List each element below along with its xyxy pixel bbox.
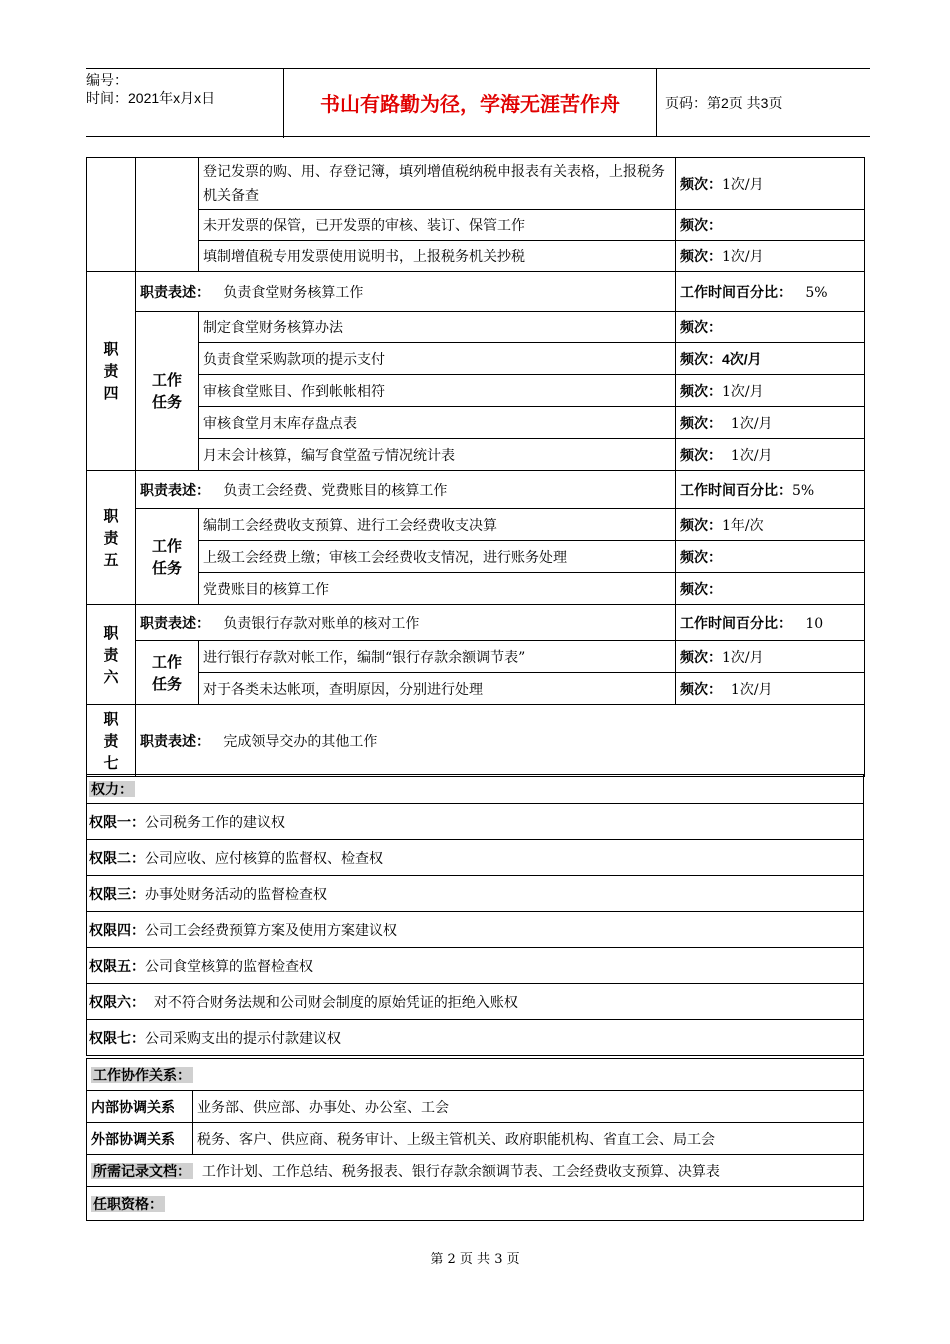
- coop-title: 工作协作关系：: [93, 1066, 191, 1083]
- power-table: [86, 774, 864, 1056]
- table-row: [87, 912, 864, 948]
- table-row: [87, 1091, 864, 1123]
- table-row: [87, 407, 865, 439]
- page-footer: 第 2 页 共 3 页: [430, 1252, 520, 1267]
- table-row: [87, 272, 865, 312]
- prev-duty-cell: [87, 158, 136, 272]
- task-text: 进行银行存款对帐工作，编制“银行存款余额调节表”: [199, 641, 676, 673]
- task-text: 制定食堂财务核算办法: [199, 312, 676, 343]
- duty4-time-percent: 工作时间百分比： 5%: [676, 272, 865, 312]
- task-text: 月末会计核算，编写食堂盈亏情况统计表: [199, 439, 676, 471]
- task-text: 负责食堂采购款项的提示支付: [199, 343, 676, 375]
- header-left: [86, 69, 284, 138]
- table-row: [87, 840, 864, 876]
- duty6-time-percent: 工作时间百分比： 10: [676, 605, 865, 641]
- power-item: 权限三：办事处财务活动的监督检查权: [87, 876, 864, 912]
- table-row: [87, 804, 864, 840]
- records-value: 工作计划、工作总结、税务报表、银行存款余额调节表、工会经费收支预算、决算表: [201, 1163, 720, 1180]
- power-item: 权限七：公司采购支出的提示付款建议权: [87, 1020, 864, 1056]
- table-row: [87, 471, 865, 509]
- table-row: [87, 673, 865, 705]
- duty6-task-label: 工作任务: [136, 641, 199, 705]
- task-text: 审核食堂月末库存盘点表: [199, 407, 676, 439]
- task-text: 审核食堂账目、作到帐帐相符: [199, 375, 676, 407]
- doc-number-label: 编号：: [86, 72, 128, 88]
- table-row: [87, 343, 865, 375]
- header-page-label: 页码：第2页 共3页: [665, 94, 783, 111]
- table-row: [87, 158, 865, 210]
- task-text: 填制增值税专用发票使用说明书，上报税务机关抄税: [199, 241, 676, 272]
- table-row: [87, 1187, 864, 1221]
- table-row: [87, 312, 865, 343]
- table-row: [87, 641, 865, 673]
- table-row: [87, 605, 865, 641]
- coop-title-cell: [87, 1059, 864, 1091]
- duty5-description: 职责表述： 负责工会经费、党费账目的核算工作: [136, 471, 676, 509]
- external-value: 税务、客户、供应商、税务审计、上级主管机关、政府职能机构、省直工会、局工会: [193, 1123, 864, 1155]
- prev-task-cell: [136, 158, 199, 272]
- internal-label: 内部协调关系: [87, 1091, 193, 1123]
- task-text: 登记发票的购、用、存登记簿，填列增值税纳税申报表有关表格，上报税务机关备查: [199, 158, 676, 210]
- table-row: [87, 509, 865, 541]
- qual-label: 任职资格：: [93, 1195, 163, 1212]
- table-row: [87, 210, 865, 241]
- duties-table: [86, 157, 865, 777]
- table-row: [87, 1123, 864, 1155]
- duty6-description: 职责表述： 负责银行存款对账单的核对工作: [136, 605, 676, 641]
- external-label: 外部协调关系: [87, 1123, 193, 1155]
- table-row: [87, 876, 864, 912]
- task-frequency: 频次： 1次/月: [676, 407, 865, 439]
- task-frequency: 频次：4次/月: [676, 343, 865, 375]
- power-item: 权限五：公司食堂核算的监督检查权: [87, 948, 864, 984]
- power-title: 权力：: [91, 781, 133, 797]
- table-row: [87, 1020, 864, 1056]
- task-frequency: 频次：: [676, 210, 865, 241]
- task-frequency: 频次：1年/次: [676, 509, 865, 541]
- table-row: [87, 775, 864, 804]
- task-frequency: 频次：: [676, 573, 865, 605]
- duty5-task-label: 工作任务: [136, 509, 199, 605]
- duty5-label: 职责五: [87, 471, 136, 605]
- table-row: [87, 541, 865, 573]
- task-frequency: 频次：: [676, 541, 865, 573]
- task-frequency: 频次： 1次/月: [676, 673, 865, 705]
- duty7-label: 职责七: [87, 705, 136, 777]
- internal-value: 业务部、供应部、办事处、办公室、工会: [193, 1091, 864, 1123]
- table-row: [87, 1059, 864, 1091]
- power-item: 权限一：公司税务工作的建议权: [87, 804, 864, 840]
- task-text: 未开发票的保管，已开发票的审核、装订、保管工作: [199, 210, 676, 241]
- table-row: [87, 984, 864, 1020]
- task-text: 编制工会经费收支预算、进行工会经费收支决算: [199, 509, 676, 541]
- duty7-description: 职责表述： 完成领导交办的其他工作: [136, 705, 865, 777]
- task-frequency: 频次：1次/月: [676, 641, 865, 673]
- table-row: [87, 241, 865, 272]
- table-row: [87, 573, 865, 605]
- cooperation-table: [86, 1058, 864, 1221]
- records-label: 所需记录文档：: [93, 1162, 191, 1179]
- task-frequency: 频次： 1次/月: [676, 439, 865, 471]
- task-text: 对于各类未达帐项，查明原因，分别进行处理: [199, 673, 676, 705]
- task-frequency: 频次：1次/月: [676, 158, 865, 210]
- duty6-label: 职责六: [87, 605, 136, 705]
- power-title-cell: [87, 775, 864, 804]
- header-motto: 书山有路勤为径，学海无涯苦作舟: [284, 69, 657, 136]
- table-row: [87, 439, 865, 471]
- power-item: 权限六： 对不符合财务法规和公司财会制度的原始凭证的拒绝入账权: [87, 984, 864, 1020]
- qual-cell: [87, 1187, 864, 1221]
- duty4-task-label: 工作任务: [136, 312, 199, 471]
- doc-time-label: 时间：2021年x月x日: [86, 90, 216, 106]
- task-text: 上级工会经费上缴；审核工会经费收支情况，进行账务处理: [199, 541, 676, 573]
- duty4-label: 职责四: [87, 272, 136, 471]
- table-row: [87, 705, 865, 777]
- records-cell: [87, 1155, 864, 1187]
- duty5-time-percent: 工作时间百分比：5%: [676, 471, 865, 509]
- table-row: [87, 948, 864, 984]
- table-row: [87, 375, 865, 407]
- task-frequency: 频次：1次/月: [676, 241, 865, 272]
- task-text: 党费账目的核算工作: [199, 573, 676, 605]
- power-item: 权限二：公司应收、应付核算的监督权、检查权: [87, 840, 864, 876]
- task-frequency: 频次：: [676, 312, 865, 343]
- table-row: [87, 1155, 864, 1187]
- task-frequency: 频次：1次/月: [676, 375, 865, 407]
- page-header: [86, 68, 870, 137]
- power-item: 权限四：公司工会经费预算方案及使用方案建议权: [87, 912, 864, 948]
- duty4-description: 职责表述： 负责食堂财务核算工作: [136, 272, 676, 312]
